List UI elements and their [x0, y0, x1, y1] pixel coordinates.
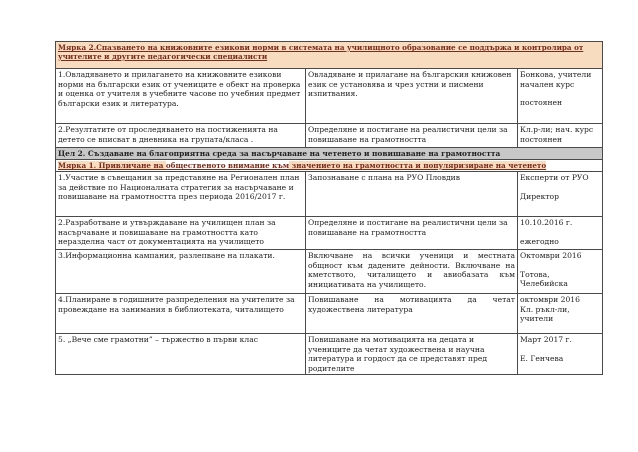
term-text: ежегодно — [520, 236, 559, 246]
result-cell: Включване на всички ученици и местната общност към дадените дейности. Включване на кметството, читалището и авиобазата към инициативата на училището. — [306, 250, 518, 294]
table-row — [56, 69, 603, 124]
responsible-cell — [518, 250, 603, 294]
activity-cell: 1.Участие в съвещания за представяне на Регионален план за действие по Националната стратегия за насърчаване и повишаване на грамотността през периода 2016/2017 г. — [56, 172, 306, 217]
term-text: Директор — [520, 191, 559, 201]
responsible-cell — [518, 172, 603, 217]
responsible-cell — [518, 334, 603, 375]
responsible-text: 10.10.2016 г. — [520, 218, 573, 227]
result-cell: Определяне и постигане на реалистични цели за повишаване на грамотността — [306, 124, 518, 148]
result-cell: Повишаване на мотивацията на децата и учениците да четат художествена и научна литература и гордост да се представят пред родителите — [306, 334, 518, 375]
measure-2-heading: Мярка 2.Спазването на книжовните езикови норми в системата на училищното образование се поддържа и контролира от учителите и другите педагогически специалисти — [56, 42, 603, 69]
result-cell: Определяне и постигане на реалистични цели за повишаване на грамотността — [306, 217, 518, 250]
result-cell: Овладяване и прилагане на българския книжовен език се установява и чрез устни и писмени изпитвания. — [306, 69, 518, 124]
term-text: постоянен — [520, 98, 563, 108]
activity-cell: 5. „Вече сме грамотни” – тържество в първи клас — [56, 334, 306, 375]
table-row — [56, 334, 603, 375]
table-row — [56, 250, 603, 294]
responsible-name: Кл. ръкл-ли, — [520, 304, 570, 314]
measure-1-part: общественото внимание към — [165, 161, 290, 170]
responsible-text: октомври 2016 — [520, 295, 580, 304]
measure-1-part: Мярка 1. Привличане на — [58, 161, 166, 170]
responsible-name: учители — [520, 314, 554, 324]
responsible-text: Експерти от РУО — [520, 173, 589, 182]
plan-table — [55, 41, 603, 375]
responsible-cell — [518, 124, 603, 148]
responsible-cell — [518, 217, 603, 250]
table-row — [56, 294, 603, 334]
measure-1-part: значението на грамотността и популяризиране на четенето — [289, 161, 547, 170]
term-text: постоянен — [520, 134, 563, 144]
goal-2-row — [56, 148, 603, 160]
result-cell: Повишаване на мотивацията да четат художествена литература — [306, 294, 518, 334]
responsible-name: Челебийска — [520, 279, 568, 289]
goal-2-heading: Цел 2. Създаване на благоприятна среда за насърчаване на четенето и повишаване на грамотността — [56, 148, 603, 160]
responsible-name: Е. Генчева — [520, 353, 564, 363]
responsible-text: Бонкова, учители начален курс — [520, 70, 592, 89]
table-row — [56, 172, 603, 217]
result-cell: Запознаване с плана на РУО Пловдив — [306, 172, 518, 217]
responsible-cell — [518, 69, 603, 124]
responsible-text: Март 2017 г. — [520, 335, 572, 344]
measure-1-heading — [56, 160, 603, 172]
responsible-name: Тотова, — [520, 269, 550, 279]
activity-cell: 4.Планиране в годишните разпределения на учителите за провеждане на занимания в библиотеката, читалището — [56, 294, 306, 334]
responsible-text: Кл.р-ли; нач. курс — [520, 125, 594, 134]
activity-cell: 1.Овладяването и прилагането на книжовните езикови норми на български език от учениците е обект на проверка и оценка от учителя в учебните часове по учебния предмет български език и литература. — [56, 69, 306, 124]
activity-cell: 2.Резултатите от проследяването на постиженията на детето се вписват в дневника на групата/класа . — [56, 124, 306, 148]
table-row — [56, 124, 603, 148]
table-row — [56, 217, 603, 250]
activity-cell: 3.Информационна кампания, разлепване на плакати. — [56, 250, 306, 294]
measure-2-row — [56, 42, 603, 69]
measure-1-row — [56, 160, 603, 172]
responsible-cell — [518, 294, 603, 334]
activity-cell: 2.Разработване и утвърждаване на училищен план за насърчаване и повишаване на грамотността като неразделна част от документацията на училището — [56, 217, 306, 250]
plan-document — [55, 41, 602, 375]
responsible-text: Октомври 2016 — [520, 251, 582, 260]
